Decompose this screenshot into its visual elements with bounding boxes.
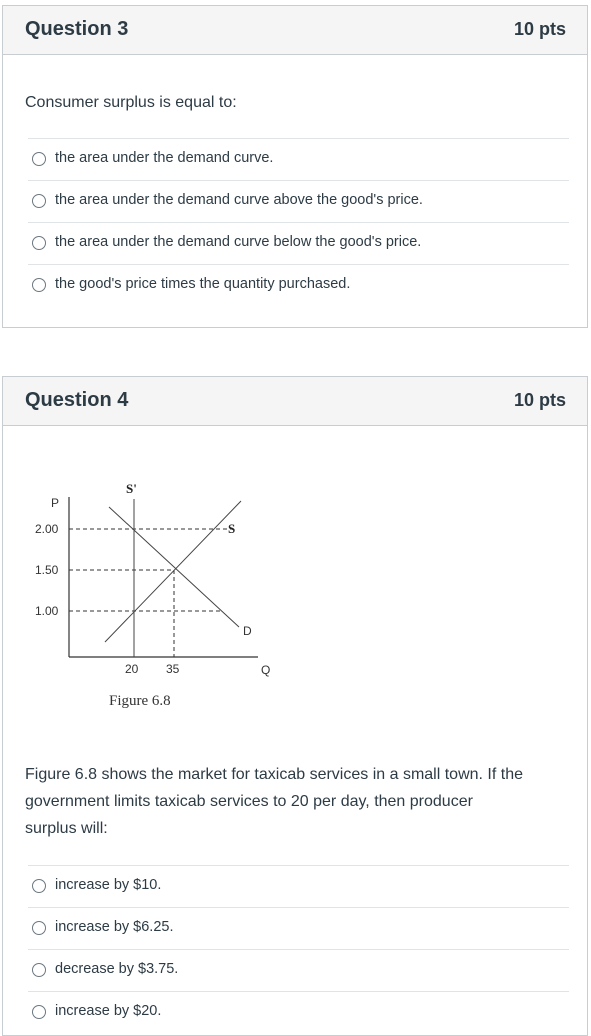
figure-6-8-graph [23,477,283,722]
radio-button[interactable] [32,1005,46,1019]
question-3-title: Question 3 [25,18,129,40]
answer-label[interactable]: increase by $20. [55,1003,162,1019]
question-3-card [2,5,588,328]
question-4-prompt [25,761,570,842]
price-tick-1-50: 1.50 [35,563,59,577]
answer-label[interactable]: decrease by $3.75. [55,961,179,977]
answer-option[interactable] [28,222,569,264]
radio-button[interactable] [32,152,46,166]
question-4-answers [28,865,569,1033]
answer-option[interactable] [28,991,569,1033]
answer-option[interactable] [28,865,569,907]
question-4-card [2,376,588,1036]
answer-option[interactable] [28,949,569,991]
price-tick-1-00: 1.00 [35,604,59,618]
prompt-line-3: surplus will: [25,820,108,837]
radio-button[interactable] [32,921,46,935]
answer-label[interactable]: the good's price times the quantity purchased. [55,276,351,292]
prompt-line-2: government limits taxicab services to 20 per day, then producer [25,793,473,810]
radio-button[interactable] [32,963,46,977]
question-3-answers [28,138,569,306]
answer-label[interactable]: the area under the demand curve. [55,150,274,166]
radio-button[interactable] [32,194,46,208]
p-axis-label: P [51,496,60,510]
supply-label: S [228,521,236,536]
answer-label[interactable]: increase by $6.25. [55,919,174,935]
radio-button[interactable] [32,278,46,292]
answer-option[interactable] [28,264,569,306]
q-axis-label: Q [261,663,271,677]
answer-label[interactable]: the area under the demand curve below the good's price. [55,234,422,250]
answer-option[interactable] [28,907,569,949]
question-4-header [3,377,587,426]
answer-option[interactable] [28,138,569,180]
quantity-tick-20: 20 [125,662,139,676]
question-3-points: 10 pts [513,19,566,39]
answer-option[interactable] [28,180,569,222]
question-3-prompt: Consumer surplus is equal to: [25,94,237,111]
question-4-points: 10 pts [513,390,566,410]
quantity-tick-35: 35 [166,662,180,676]
prompt-line-1: Figure 6.8 shows the market for taxicab services in a small town. If the [25,766,523,783]
radio-button[interactable] [32,879,46,893]
demand-label: D [243,624,252,638]
answer-label[interactable]: the area under the demand curve above the good's price. [55,192,423,208]
question-3-header [3,6,587,55]
question-4-title: Question 4 [25,389,129,411]
answer-label[interactable]: increase by $10. [55,877,162,893]
supply-prime-label: S' [126,481,137,496]
figure-caption: Figure 6.8 [109,693,171,709]
radio-button[interactable] [32,236,46,250]
price-tick-2-00: 2.00 [35,522,59,536]
